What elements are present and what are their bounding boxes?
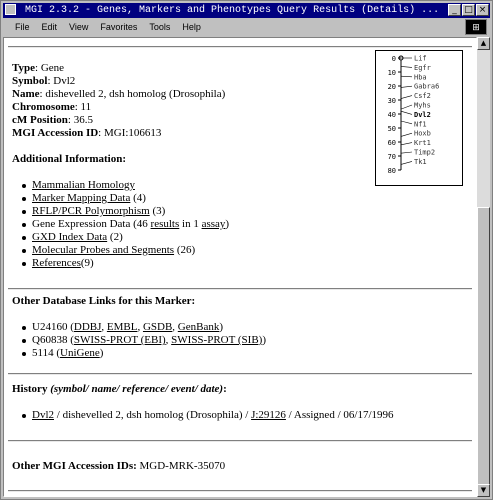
axis-tick-label: 20: [387, 83, 396, 91]
gene-connector: [401, 143, 412, 145]
axis-tick-label: 70: [387, 153, 396, 161]
gene-label: Gabra6: [414, 82, 440, 91]
list-item: U24160 (DDBJ, EMBL, GSDB, GenBank): [32, 321, 224, 333]
list-item: GXD Index Data (2): [32, 231, 123, 243]
accession-row: MGI Accession ID: MGI:106613: [12, 127, 162, 139]
embl-link[interactable]: EMBL: [106, 321, 138, 333]
results-link[interactable]: results: [150, 218, 180, 230]
molecular-probes-link[interactable]: Molecular Probes and Segments: [32, 244, 175, 256]
gene-label: Hba: [414, 73, 427, 82]
axis-tick-label: 80: [387, 167, 396, 175]
gene-connector: [401, 86, 412, 87]
symbol-row: Symbol: Dvl2: [12, 75, 76, 87]
divider: [8, 440, 472, 442]
divider: [8, 490, 472, 492]
gene-label: Csf2: [414, 92, 431, 101]
cm-position-row: cM Position: 36.5: [12, 114, 93, 126]
divider: [8, 288, 472, 290]
divider: [8, 46, 472, 48]
gxd-index-link[interactable]: GXD Index Data: [32, 231, 108, 243]
scroll-up-arrow-icon[interactable]: ▲: [477, 37, 490, 50]
minimize-button[interactable]: _: [448, 4, 461, 16]
maximize-button[interactable]: □: [462, 4, 475, 16]
chromosome-map-svg: [376, 51, 462, 185]
chromosome-map[interactable]: [375, 50, 463, 186]
axis-tick-label: 30: [387, 97, 396, 105]
menu-help[interactable]: Help: [182, 22, 201, 32]
history-symbol-link[interactable]: Dvl2: [32, 409, 54, 421]
gene-connector: [401, 111, 412, 114]
divider: [8, 373, 472, 375]
swissprot-ebi-link[interactable]: SWISS-PROT (EBI): [73, 334, 166, 346]
gsdb-link[interactable]: GSDB: [142, 321, 173, 333]
list-item: References(9): [32, 257, 94, 269]
list-item: Marker Mapping Data (4): [32, 192, 146, 204]
history-row: Dvl2 / dishevelled 2, dsh homolog (Drosophila) / J:29126 / Assigned / 06/17/1996: [32, 409, 394, 421]
swissprot-sib-link[interactable]: SWISS-PROT (SIB): [171, 334, 263, 346]
type-row: Type: Gene: [12, 62, 65, 74]
axis-tick-label: 10: [387, 69, 396, 77]
gene-label: Tk1: [414, 157, 427, 166]
window-title: MGI 2.3.2 - Genes, Markers and Phenotypes Query Results (Details) ...: [25, 5, 440, 16]
marker-mapping-link[interactable]: Marker Mapping Data: [32, 192, 131, 204]
assay-link[interactable]: assay: [201, 218, 226, 230]
page-content: [3, 37, 477, 497]
history-reference-link[interactable]: J:29126: [251, 409, 286, 421]
list-item: [32, 179, 135, 192]
menu-file[interactable]: File: [15, 22, 30, 32]
gene-label: Krt1: [414, 139, 431, 148]
scroll-thumb[interactable]: [477, 207, 490, 487]
list-item: RFLP/PCR Polymorphism (3): [32, 205, 166, 217]
other-links-heading: Other Database Links for this Marker:: [12, 295, 196, 307]
list-item: 5114 (UniGene): [32, 347, 104, 359]
menu-view[interactable]: View: [69, 22, 89, 32]
menu-bar: [3, 18, 490, 36]
name-row: Name: dishevelled 2, dsh homolog (Drosophila): [12, 88, 226, 100]
gene-label: Myhs: [414, 101, 431, 110]
gene-label: Lif: [414, 54, 427, 63]
gene-connector: [401, 121, 412, 124]
axis-tick-label: 50: [387, 125, 396, 133]
gene-label: Nf1: [414, 120, 427, 129]
gene-connector: [401, 96, 412, 99]
gene-label: Dvl2: [414, 110, 431, 119]
mammalian-homology-link[interactable]: Mammalian Homology: [32, 179, 135, 191]
gene-label: Hoxb: [414, 129, 431, 138]
list-item: Gene Expression Data (46 results in 1 assay): [32, 218, 230, 230]
scroll-down-arrow-icon[interactable]: ▼: [477, 484, 490, 497]
menu-favorites[interactable]: Favorites: [100, 22, 138, 32]
gene-connector: [401, 66, 412, 67]
axis-tick-label: 40: [387, 111, 396, 119]
history-heading: History (symbol/ name/ reference/ event/ date):: [12, 383, 227, 395]
gene-connector: [401, 161, 412, 164]
additional-info-heading: Additional Information:: [12, 153, 126, 165]
ddbj-link[interactable]: DDBJ: [73, 321, 102, 333]
menu-tools[interactable]: Tools: [149, 22, 171, 32]
app-icon: [5, 4, 16, 15]
other-accession-row: Other MGI Accession IDs: MGD-MRK-35070: [12, 460, 226, 472]
references-link[interactable]: References: [32, 257, 81, 269]
gene-connector: [401, 76, 412, 77]
gene-label: Timp2: [414, 148, 436, 157]
chromosome-row: Chromosome: 11: [12, 101, 92, 113]
gene-connector: [401, 133, 412, 136]
gene-label: Egfr: [414, 63, 431, 72]
axis-tick-label: 60: [387, 139, 396, 147]
list-item: Molecular Probes and Segments (26): [32, 244, 196, 256]
title-bar[interactable]: [3, 3, 490, 18]
gene-connector: [401, 105, 412, 109]
genbank-link[interactable]: GenBank: [177, 321, 220, 333]
vertical-scrollbar[interactable]: [477, 37, 490, 497]
menu-edit[interactable]: Edit: [41, 22, 58, 32]
unigene-link[interactable]: UniGene: [60, 347, 100, 359]
close-button[interactable]: ×: [476, 4, 489, 16]
list-item: Q60838 (SWISS-PROT (EBI), SWISS-PROT (SIB)): [32, 334, 267, 346]
rflp-pcr-link[interactable]: RFLP/PCR Polymorphism: [32, 205, 150, 217]
windows-logo-icon: ⊞: [465, 19, 487, 35]
gene-connector: [401, 152, 412, 153]
axis-tick-label: 0: [391, 55, 396, 63]
